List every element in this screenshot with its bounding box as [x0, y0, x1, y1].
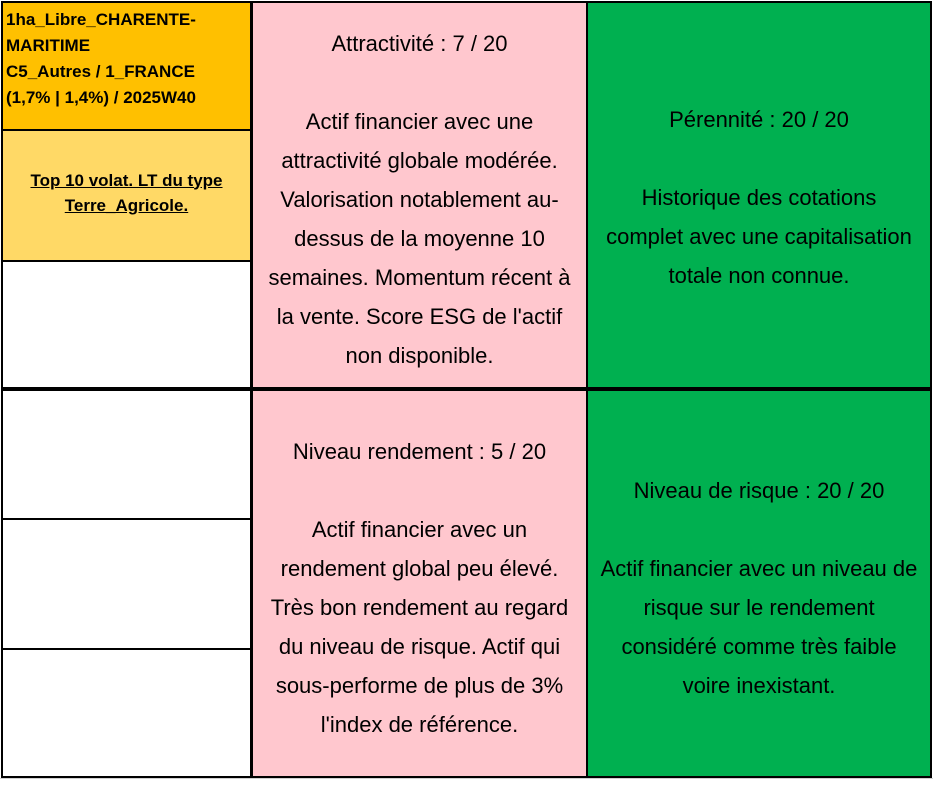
risque-text-line: risque sur le rendement	[643, 595, 875, 620]
empty-cell	[1, 389, 252, 520]
perennite-heading: Pérennité : 20 / 20	[669, 107, 849, 132]
asset-title-line: MARITIME	[6, 36, 91, 55]
attractivite-cell	[251, 1, 588, 389]
top10-label	[30, 168, 222, 218]
perennite-text-line: totale non connue.	[668, 263, 850, 288]
rendement-text-line: sous-performe de plus de 3%	[275, 673, 564, 698]
risque-text-line: Actif financier avec un niveau de	[600, 556, 918, 581]
asset-title-line: 1ha_Libre_CHARENTE-	[6, 10, 196, 29]
attractivite-text-line: Valorisation notablement au-	[280, 187, 559, 212]
asset-title-line: (1,7% | 1,4%) / 2025W40	[6, 88, 196, 107]
empty-cell	[1, 648, 252, 778]
rendement-text-line: du niveau de risque. Actif qui	[278, 634, 561, 659]
sheet-bottom-edge	[0, 778, 933, 785]
rendement-cell	[251, 389, 588, 778]
attractivite-text-line: attractivité globale modérée.	[281, 148, 558, 173]
asset-title-cell	[1, 1, 252, 131]
asset-title-line: C5_Autres / 1_FRANCE	[6, 62, 195, 81]
rendement-heading: Niveau rendement : 5 / 20	[292, 439, 547, 464]
top10-line: Top 10 volat. LT du type	[30, 170, 223, 190]
attractivite-text-line: dessus de la moyenne 10	[294, 226, 545, 251]
rendement-text-line: l'index de référence.	[320, 712, 519, 737]
attractivite-heading: Attractivité : 7 / 20	[331, 31, 508, 56]
top10-cell	[1, 129, 252, 262]
perennite-text-line: complet avec une capitalisation	[606, 224, 912, 249]
empty-cell	[1, 518, 252, 650]
perennite-cell	[586, 1, 932, 389]
rendement-text-line: Très bon rendement au regard	[270, 595, 569, 620]
risque-text-line: voire inexistant.	[682, 673, 836, 698]
attractivite-text-line: semaines. Momentum récent à	[268, 265, 571, 290]
attractivite-text-line: non disponible.	[345, 343, 494, 368]
rendement-text-line: Actif financier avec un	[311, 517, 528, 542]
risque-heading: Niveau de risque : 20 / 20	[633, 478, 885, 503]
rendement-text-line: rendement global peu élevé.	[280, 556, 559, 581]
risque-text-line: considéré comme très faible	[621, 634, 897, 659]
empty-cell	[1, 260, 252, 389]
attractivite-text-line: Actif financier avec une	[305, 109, 534, 134]
top10-line: Terre_Agricole.	[64, 195, 189, 215]
perennite-text-line: Historique des cotations	[641, 185, 877, 210]
attractivite-text-line: la vente. Score ESG de l'actif	[276, 304, 563, 329]
risque-cell	[586, 389, 932, 778]
